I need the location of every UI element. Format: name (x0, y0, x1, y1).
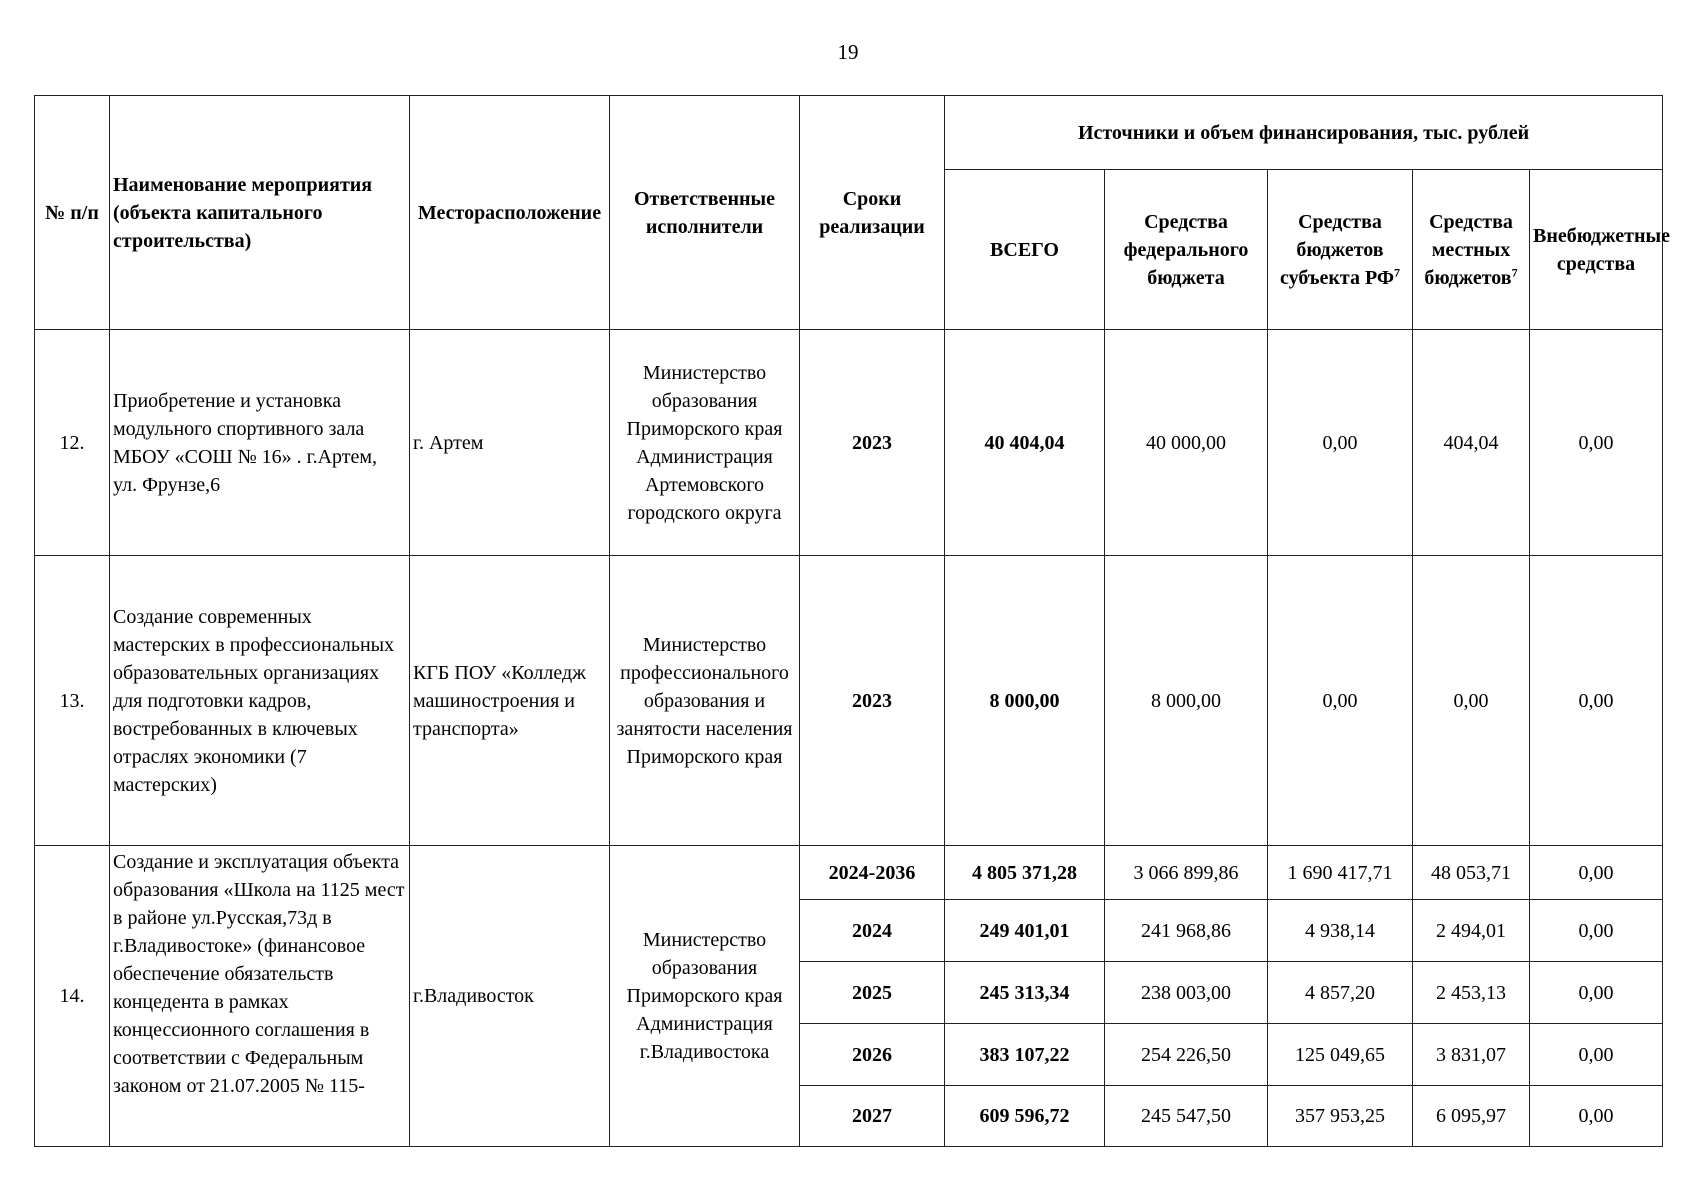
row-name: Создание и эксплуатация объекта образования «Школа на 1125 мест в районе ул.Русская,73д в г.Владивостоке» (финансовое обеспечение обязательств концедента в рамках концессионного соглашения в соответствии с Федеральным законом от 21.07.2005 № 115- (110, 846, 410, 1147)
header-local (1413, 170, 1530, 330)
row-extra: 0,00 (1530, 1024, 1663, 1086)
table-row (35, 330, 1663, 556)
page-number: 19 (837, 40, 859, 64)
row-location: КГБ ПОУ «Колледж машиностроения и транспорта» (410, 556, 610, 846)
row-extra: 0,00 (1530, 846, 1663, 900)
header-location: Месторасположение (410, 96, 610, 330)
row-federal: 8 000,00 (1105, 556, 1268, 846)
row-total: 4 805 371,28 (945, 846, 1105, 900)
header-period: Сроки реализации (800, 96, 945, 330)
row-location: г. Артем (410, 330, 610, 556)
row-subject: 0,00 (1268, 330, 1413, 556)
row-federal: 241 968,86 (1105, 900, 1268, 962)
row-period: 2023 (800, 330, 945, 556)
row-subject: 0,00 (1268, 556, 1413, 846)
row-federal: 254 226,50 (1105, 1024, 1268, 1086)
row-name: Создание современных мастерских в профессиональных образовательных организациях для подготовки кадров, востребованных в ключевых отраслях экономики (7 мастерских) (110, 556, 410, 846)
row-period: 2026 (800, 1024, 945, 1086)
header-name: Наименование мероприятия (объекта капитального строительства) (110, 96, 410, 330)
row-num: 12. (35, 330, 110, 556)
header-subject-text: Средства бюджетов субъекта РФ (1279, 210, 1395, 289)
row-federal: 40 000,00 (1105, 330, 1268, 556)
row-federal: 245 547,50 (1105, 1086, 1268, 1147)
row-federal: 3 066 899,86 (1105, 846, 1268, 900)
row-extra: 0,00 (1530, 556, 1663, 846)
row-total: 245 313,34 (945, 962, 1105, 1024)
header-local-text: Средства местных бюджетов (1424, 210, 1513, 289)
row-subject: 357 953,25 (1268, 1086, 1413, 1147)
row-num: 14. (35, 846, 110, 1147)
row-total: 249 401,01 (945, 900, 1105, 962)
row-period: 2024 (800, 900, 945, 962)
row-total: 8 000,00 (945, 556, 1105, 846)
row-name: Приобретение и установка модульного спортивного зала МБОУ «СОШ № 16» . г.Артем, ул. Фрунзе,6 (110, 330, 410, 556)
row-local: 2 453,13 (1413, 962, 1530, 1024)
row-period: 2025 (800, 962, 945, 1024)
row-responsible: Министерство образования Приморского края Администрация г.Владивостока (610, 846, 800, 1147)
row-total: 383 107,22 (945, 1024, 1105, 1086)
row-responsible: Министерство профессионального образования и занятости населения Приморского края (610, 556, 800, 846)
header-total: ВСЕГО (945, 170, 1105, 330)
row-total: 609 596,72 (945, 1086, 1105, 1147)
row-subject: 1 690 417,71 (1268, 846, 1413, 900)
row-period: 2023 (800, 556, 945, 846)
row-location: г.Владивосток (410, 846, 610, 1147)
row-local: 6 095,97 (1413, 1086, 1530, 1147)
row-subject: 4 938,14 (1268, 900, 1413, 962)
row-extra: 0,00 (1530, 1086, 1663, 1147)
row-subject: 4 857,20 (1268, 962, 1413, 1024)
header-subject (1268, 170, 1413, 330)
header-sources: Источники и объем финансирования, тыс. рублей (945, 96, 1663, 170)
table-row (35, 556, 1663, 846)
header-responsible: Ответственные исполнители (610, 96, 800, 330)
row-local: 2 494,01 (1413, 900, 1530, 962)
row-total: 40 404,04 (945, 330, 1105, 556)
header-federal: Средства федерального бюджета (1105, 170, 1268, 330)
row-extra: 0,00 (1530, 330, 1663, 556)
row-local: 404,04 (1413, 330, 1530, 556)
row-extra: 0,00 (1530, 962, 1663, 1024)
row-local: 3 831,07 (1413, 1024, 1530, 1086)
financing-table (34, 95, 1670, 1147)
row-local: 48 053,71 (1413, 846, 1530, 900)
table-row (35, 846, 1663, 900)
row-period: 2024-2036 (800, 846, 945, 900)
row-num: 13. (35, 556, 110, 846)
row-period: 2027 (800, 1086, 945, 1147)
row-local: 0,00 (1413, 556, 1530, 846)
header-subject-footnote: 7 (1394, 264, 1401, 279)
row-federal: 238 003,00 (1105, 962, 1268, 1024)
row-subject: 125 049,65 (1268, 1024, 1413, 1086)
header-num: № п/п (35, 96, 110, 330)
header-local-footnote: 7 (1511, 264, 1518, 279)
row-responsible: Министерство образования Приморского края Администрация Артемовского городского округа (610, 330, 800, 556)
row-extra: 0,00 (1530, 900, 1663, 962)
header-extra: Внебюджетные средства (1530, 170, 1663, 330)
